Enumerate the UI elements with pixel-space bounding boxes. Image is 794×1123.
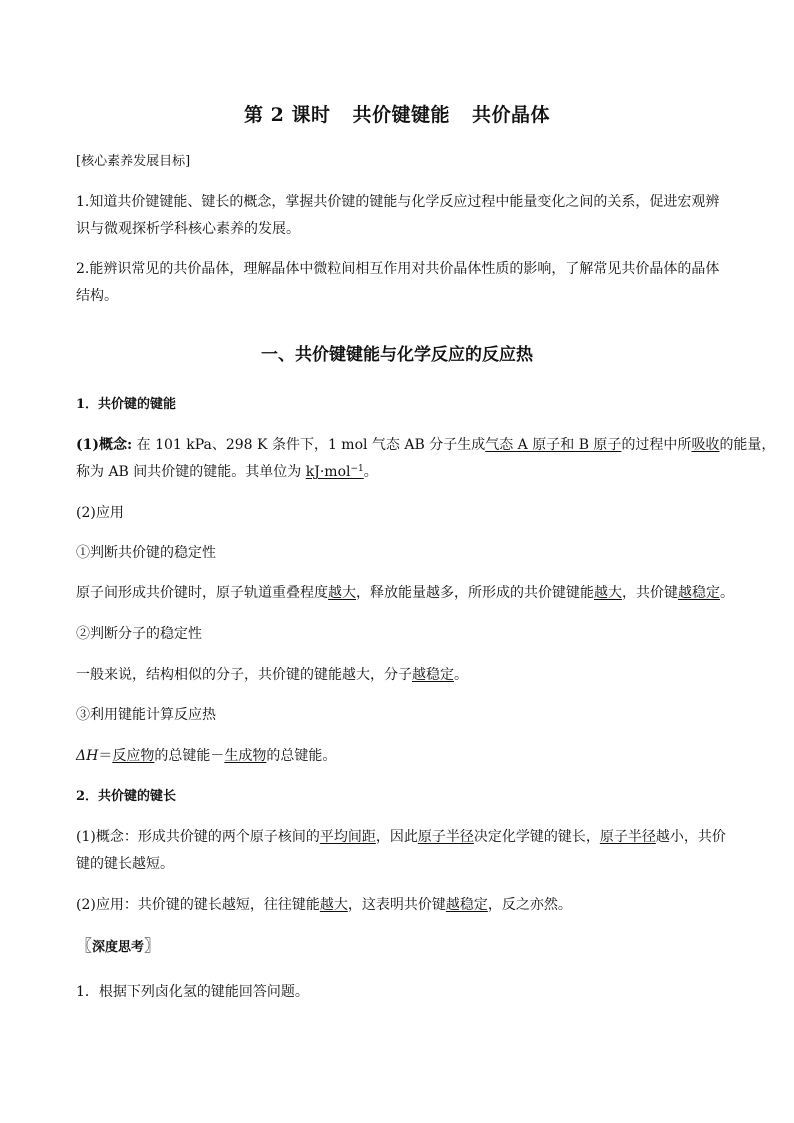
goals-header: [核心素养发展目标] — [76, 154, 191, 169]
application-3-formula — [76, 747, 721, 765]
concept-2-line-2: 键的键长越短。 — [76, 856, 174, 872]
concept-2-answer-3: 原子半径 — [599, 829, 656, 845]
app-2-answer: 越稳定 — [412, 667, 454, 683]
title-topic-2: 共价晶体 — [471, 104, 550, 126]
title-topic-1: 共价键键能 — [352, 104, 450, 126]
concept-1-text-b: 的过程中所 — [621, 437, 692, 453]
application-heading: (2)应用 — [76, 505, 124, 521]
bond-length-app-text-c: ，反之亦然。 — [487, 897, 572, 913]
concept-1-answer-unit — [306, 464, 364, 480]
delta-h-symbol: ΔH — [76, 748, 99, 764]
goal-2-line-1: 2.能辨识常见的共价晶体，理解晶体中微粒间相互作用对共价晶体性质的影响，了解常见共价晶体的晶体 — [76, 261, 720, 277]
app-1-text-c: ，共价键 — [622, 585, 678, 601]
deep-open-bracket: 〖 — [76, 936, 93, 955]
app-1-text-d: 。 — [720, 585, 734, 601]
app-2-text-b: 。 — [454, 667, 468, 683]
app-3-answer-products: 生成物 — [224, 748, 267, 764]
app-3-text-b: 的总键能。 — [266, 748, 337, 764]
concept-1-answer-absorb: 吸收 — [691, 437, 720, 453]
concept-1-prefix: (1)概念: — [76, 437, 133, 453]
application-bond-length — [76, 896, 721, 914]
concept-2-text-c: 决定化学键的键长， — [473, 829, 600, 845]
deep-thinking-text: 深度思考 — [92, 940, 145, 955]
goal-1-line-1: 1.知道共价键键能、键长的概念，掌握共价键的键能与化学反应过程中能量变化之间的关系，促进宏观辨 — [76, 194, 720, 210]
concept-1-line-2-text: 称为 AB 间共价键的键能。其单位为 — [76, 464, 306, 480]
concept-2-answer-1: 平均间距 — [319, 829, 376, 845]
concept-2-answer-2: 原子半径 — [417, 829, 474, 845]
app-3-text-a: 的总键能－ — [154, 748, 225, 764]
app-1-answer-1: 越大 — [328, 585, 356, 601]
unit-superscript: −1 — [350, 464, 364, 474]
application-3-heading: ③利用键能计算反应热 — [76, 707, 216, 723]
app-3-answer-reactants: 反应物 — [112, 748, 155, 764]
concept-1-line-1 — [76, 436, 776, 454]
concept-2-text-d: 越小，共价 — [655, 829, 726, 845]
concept-1-answer-atoms: 气态 A 原子和 B 原子 — [485, 437, 622, 453]
sub-heading-bond-length: 2．共价键的键长 — [76, 789, 177, 804]
concept-1-text-a: 在 101 kPa、298 K 条件下，1 mol 气态 AB 分子生成 — [132, 437, 486, 453]
deep-close-bracket: 〗 — [144, 936, 161, 955]
app-2-text-a: 一般来说，结构相似的分子，共价键的键能越大，分子 — [76, 667, 412, 683]
bond-length-app-answer-1: 越大 — [319, 897, 348, 913]
question-1: 1．根据下列卤化氢的键能回答问题。 — [76, 984, 309, 1000]
app-1-answer-3: 越稳定 — [678, 585, 720, 601]
concept-2-line-1 — [76, 828, 726, 846]
application-2-heading: ②判断分子的稳定性 — [76, 626, 202, 642]
bond-length-app-text-b: ，这表明共价键 — [347, 897, 446, 913]
goal-1-line-2: 识与微观探析学科核心素养的发展。 — [76, 221, 300, 237]
concept-1-text-c: 的能量， — [719, 437, 776, 453]
sub-heading-bond-energy: 1．共价键的键能 — [76, 397, 177, 412]
concept-1-line-2 — [76, 463, 721, 481]
application-1-text — [76, 584, 734, 602]
app-1-answer-2: 越大 — [594, 585, 622, 601]
concept-2-text-a: (1)概念：形成共价键的两个原子核间的 — [76, 829, 320, 845]
title-lesson: 第 2 课时 — [244, 104, 331, 126]
unit-main: kJ·mol — [305, 464, 351, 480]
application-2-text — [76, 666, 721, 684]
app-1-text-b: ，释放能量越多，所形成的共价键键能 — [356, 585, 594, 601]
deep-thinking-label — [76, 937, 721, 957]
application-1-heading: ①判断共价键的稳定性 — [76, 545, 216, 561]
page-title — [0, 103, 794, 127]
concept-1-line-2-end: 。 — [363, 464, 378, 480]
concept-2-text-b: ，因此 — [375, 829, 418, 845]
bond-length-app-answer-2: 越稳定 — [445, 897, 488, 913]
bond-length-app-text-a: (2)应用：共价键的键长越短，往往键能 — [76, 897, 320, 913]
app-1-text-a: 原子间形成共价键时，原子轨道重叠程度 — [76, 585, 328, 601]
equals-sign: ＝ — [98, 748, 113, 764]
goal-2-line-2: 结构。 — [76, 288, 118, 304]
section-1-title: 一、共价键键能与化学反应的反应热 — [261, 345, 533, 365]
